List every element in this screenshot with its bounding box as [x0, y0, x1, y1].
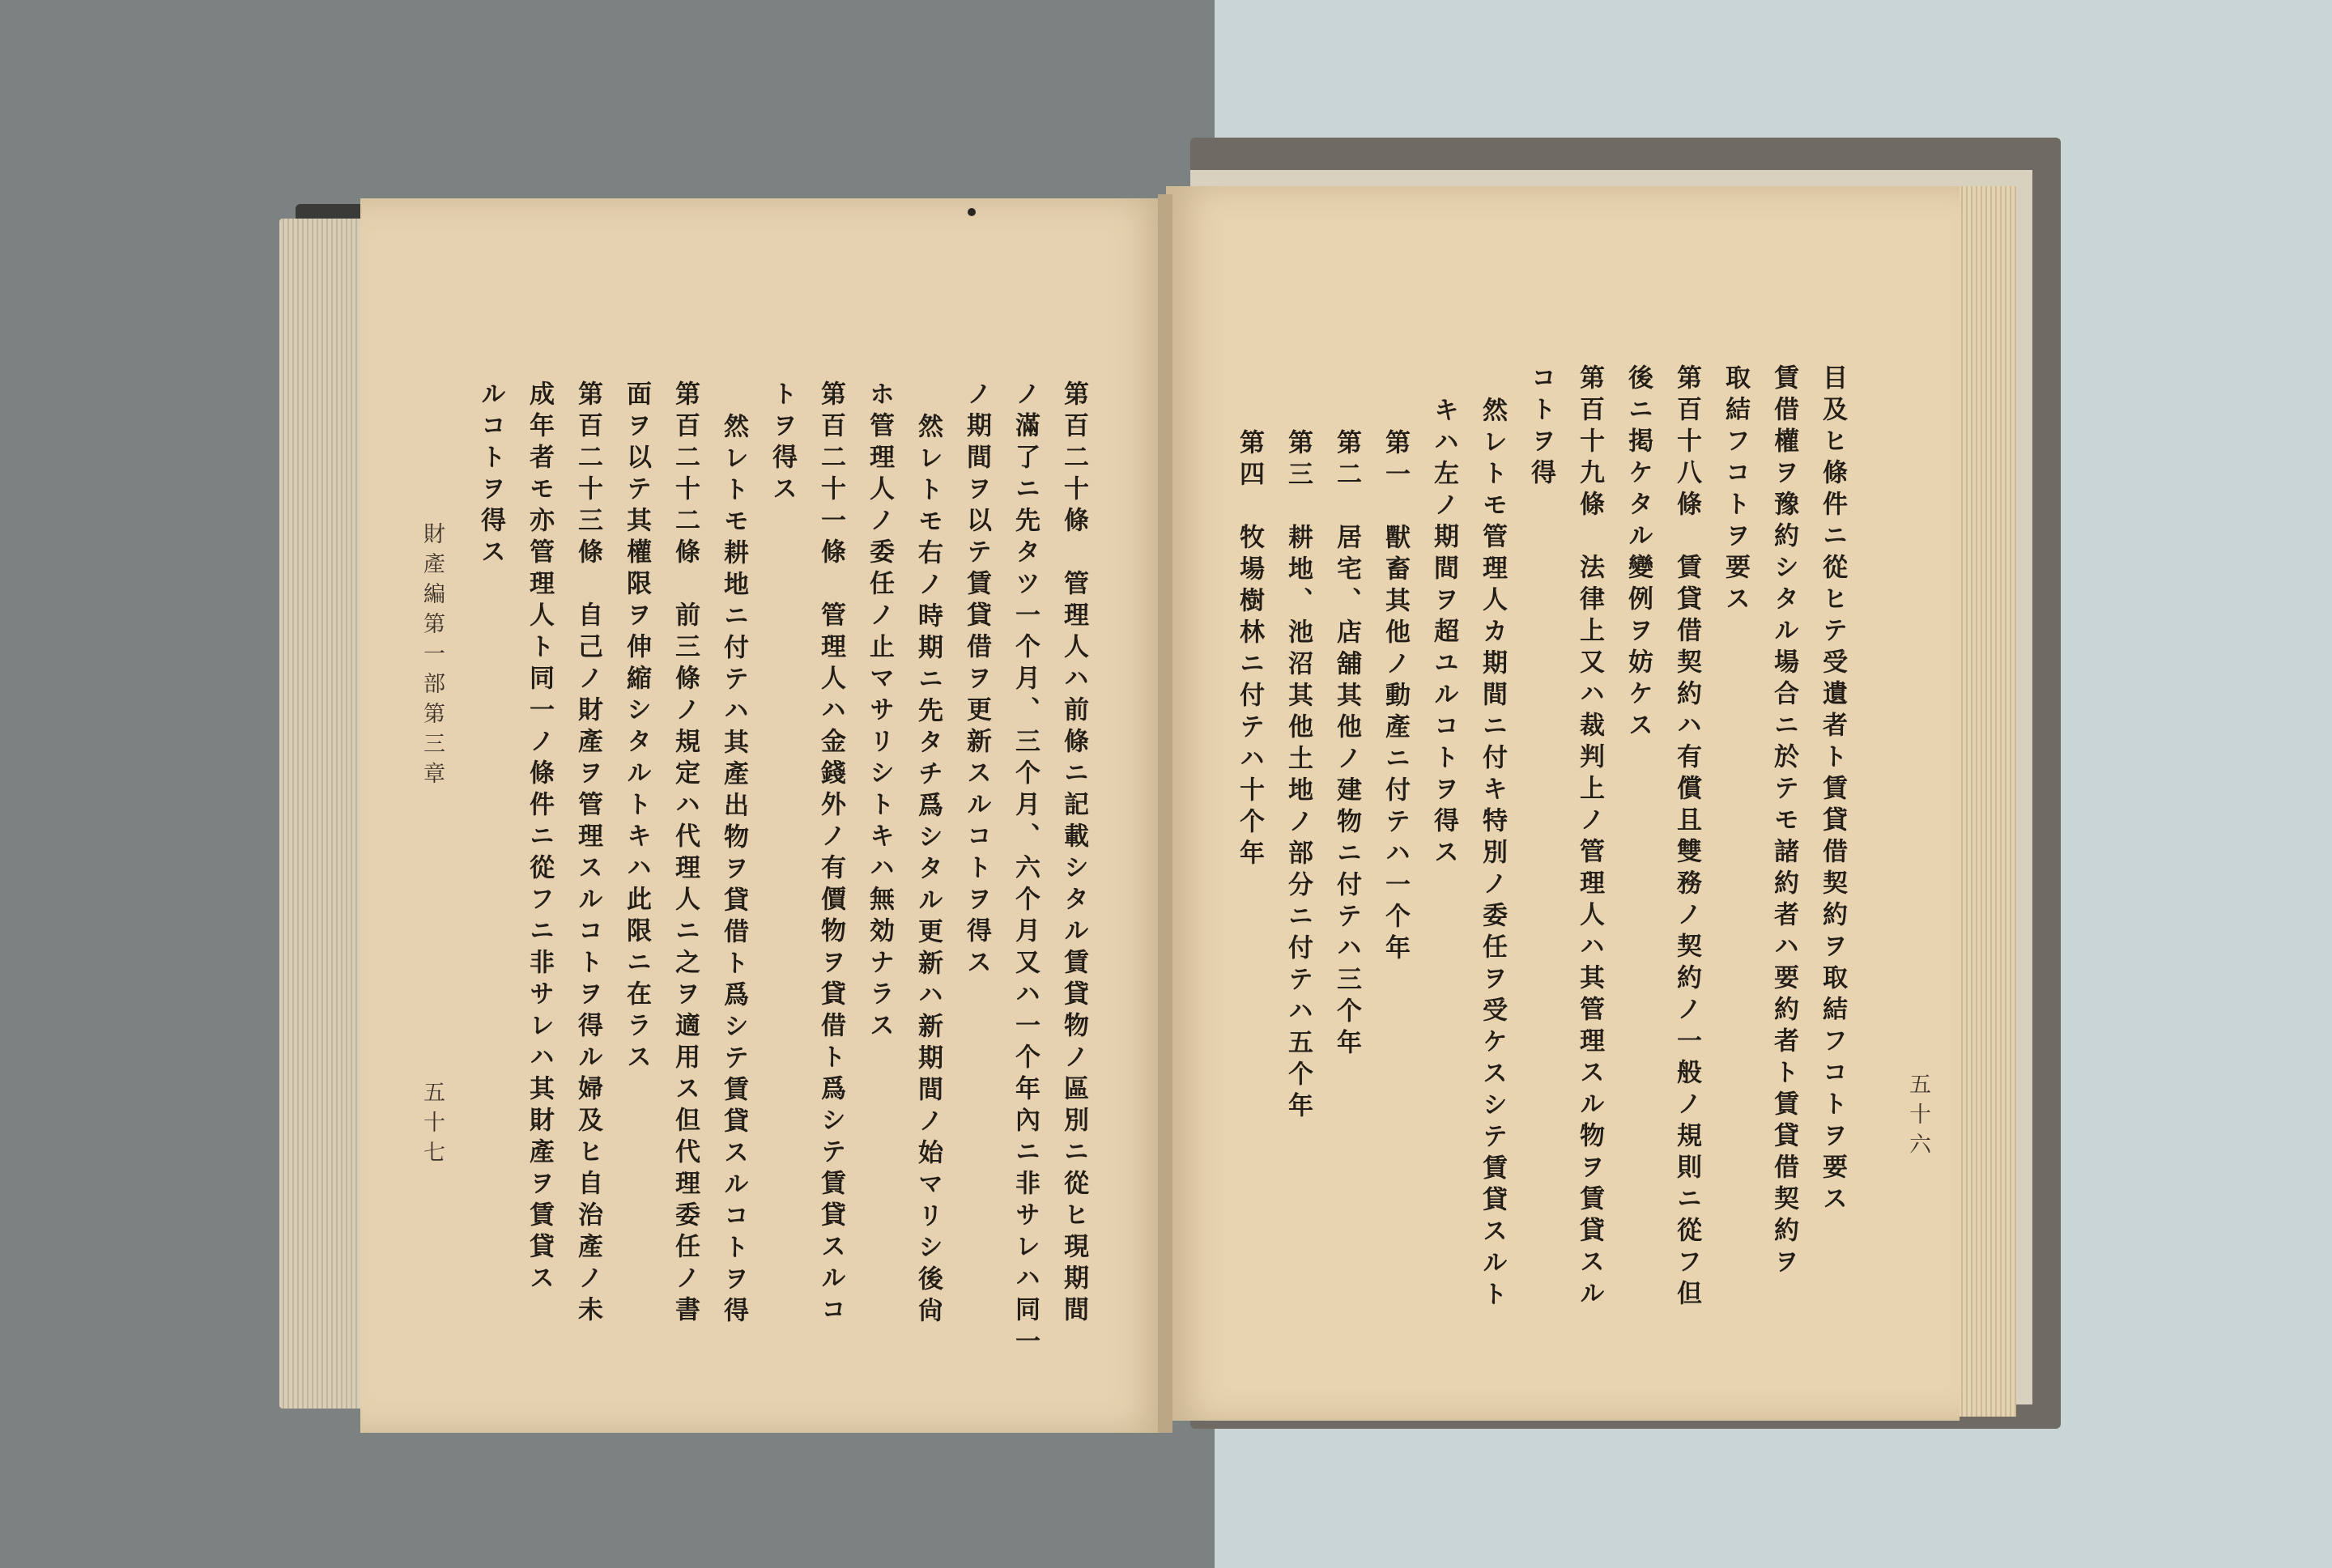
right-page-line: 取結フコトヲ要ス — [1721, 364, 1750, 617]
right-page-line: 然レトモ管理人カ期間ニ付キ特別ノ委任ヲ受ケスシテ賃貸スルト — [1478, 397, 1507, 1312]
right-page-line: キハ左ノ期間ヲ超ユルコトヲ得ス — [1429, 397, 1458, 870]
left-page-line: 成年者モ亦管理人ト同一ノ條件ニ從フニ非サレハ其財產ヲ賃貸ス — [525, 380, 554, 1296]
left-running-footer: 財產編第一部第三章 — [419, 522, 445, 792]
left-page-edges — [279, 219, 368, 1409]
left-page-line: ノ期間ヲ以テ賃貸借ヲ更新スルコトヲ得ス — [962, 380, 991, 980]
left-page-number: 五十七 — [419, 1081, 445, 1171]
left-page-line: 然レトモ右ノ時期ニ先タチ爲シタル更新ハ新期間ノ始マリシ後尙 — [913, 413, 943, 1328]
right-page-line: 第百十八條 賃貸借契約ハ有償且雙務ノ契約ノ一般ノ規則ニ從フ但 — [1672, 364, 1701, 1311]
left-page-line: 面ヲ以テ其權限ヲ伸縮シタルトキハ此限ニ在ラス — [622, 380, 651, 1075]
left-page-line: 然レトモ耕地ニ付テハ其產出物ヲ貸借ト爲シテ賃貸スルコトヲ得 — [719, 413, 748, 1328]
binding-hole — [968, 208, 976, 216]
left-page-line: 第百二十一條 管理人ハ金錢外ノ有價物ヲ貸借ト爲シテ賃貸スルコ — [816, 380, 845, 1328]
right-page-line: コトヲ得 — [1526, 364, 1555, 491]
left-page-line: 第百二十二條 前三條ノ規定ハ代理人ニ之ヲ適用ス但代理委任ノ書 — [670, 380, 700, 1328]
left-page-line: 第百二十條 管理人ハ前條ニ記載シタル賃貸物ノ區別ニ從ヒ現期間 — [1059, 380, 1088, 1328]
right-page-line: 第四 牧場樹林ニ付テハ十个年 — [1235, 429, 1264, 871]
left-page-line: ホ管理人ノ委任ノ止マサリシトキハ無効ナラス — [865, 380, 894, 1043]
right-page-line: 賃借權ヲ豫約シタル場合ニ於テモ諸約者ハ要約者ト賃貸借契約ヲ — [1769, 364, 1798, 1280]
left-page-line: トヲ得ス — [768, 380, 797, 507]
book-gutter — [1158, 194, 1172, 1433]
right-page-line: 後ニ掲ケタル變例ヲ妨ケス — [1623, 364, 1653, 743]
right-page-number: 五十六 — [1905, 1073, 1930, 1162]
right-page-line: 第三 耕地、池沼其他土地ノ部分ニ付テハ五个年 — [1283, 429, 1313, 1124]
right-page-line: 第百十九條 法律上又ハ裁判上ノ管理人ハ其管理スル物ヲ賃貸スル — [1575, 364, 1604, 1311]
left-page-line: ノ滿了ニ先タツ一个月、三个月、六个月又ハ一个年內ニ非サレハ同一 — [1011, 380, 1040, 1359]
right-page-line: 目及ヒ條件ニ從ヒテ受遺者ト賃貸借契約ヲ取結フコトヲ要ス — [1818, 364, 1847, 1217]
right-page-line: 第一 獸畜其他ノ動產ニ付テハ一个年 — [1381, 429, 1410, 966]
left-page-line: ルコトヲ得ス — [476, 380, 505, 570]
left-page-line: 第百二十三條 自己ノ財產ヲ管理スルコトヲ得ル婦及ヒ自治產ノ未 — [573, 380, 602, 1328]
right-page-line: 第二 居宅、店舖其他ノ建物ニ付テハ三个年 — [1332, 429, 1361, 1060]
